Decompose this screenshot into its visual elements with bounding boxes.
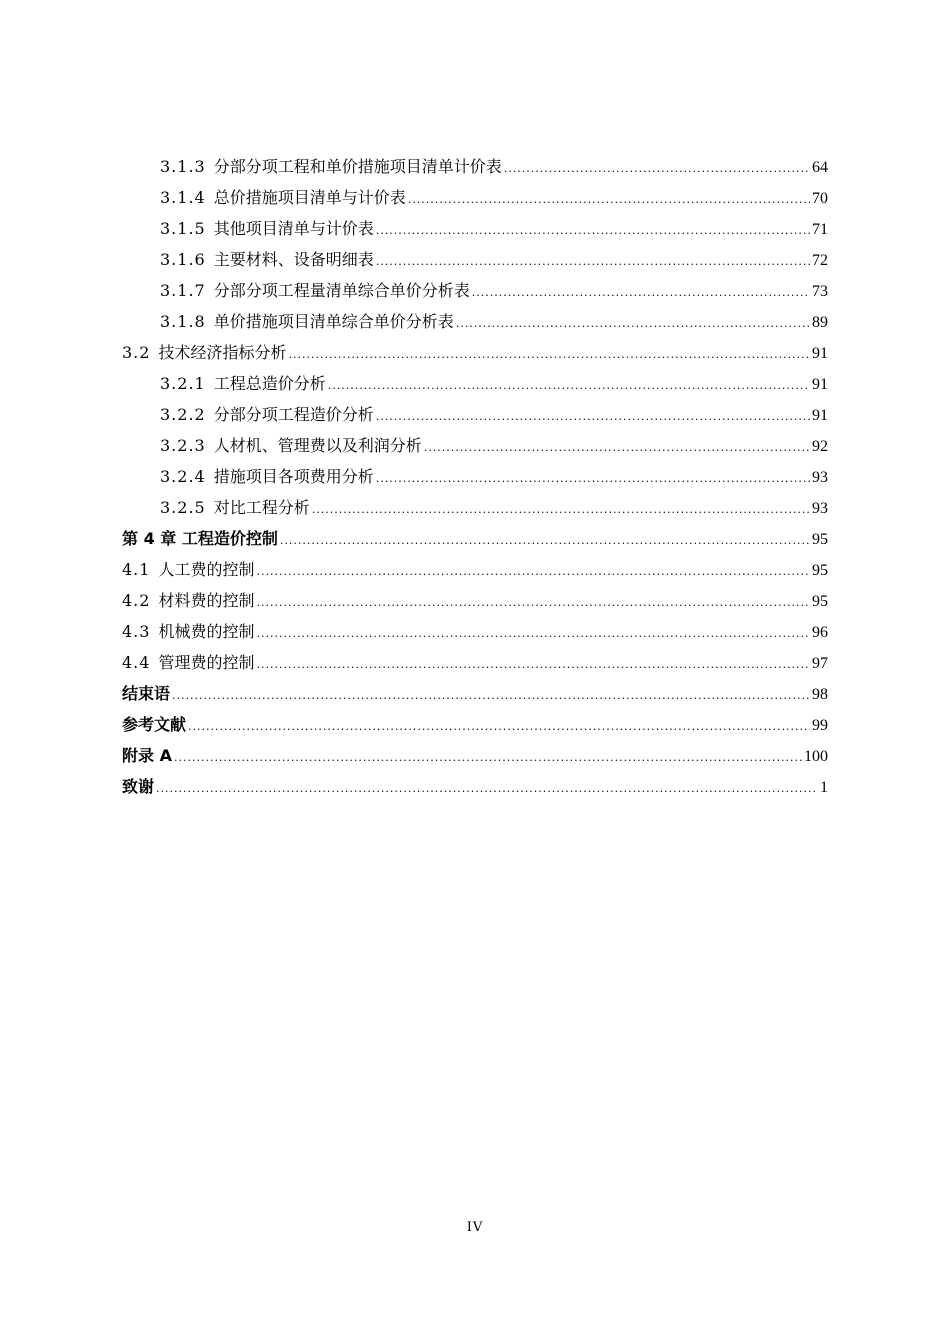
toc-entry-page: 72 bbox=[812, 252, 828, 269]
toc-entry-title: 措施项目各项费用分析 bbox=[213, 467, 374, 486]
toc-leader-dots bbox=[376, 463, 810, 494]
toc-entry-title: 总价措施项目清单与计价表 bbox=[213, 188, 406, 207]
toc-entry-title: 参考文献 bbox=[122, 715, 187, 734]
toc-entry[interactable] bbox=[122, 399, 828, 430]
toc-entry-number: 4.4 bbox=[122, 653, 151, 672]
toc-leader-dots bbox=[504, 153, 810, 184]
toc-entry-number: 3.1.8 bbox=[160, 312, 206, 331]
toc-entry-page: 91 bbox=[812, 345, 828, 362]
toc-entry-number: 3.1.4 bbox=[160, 188, 206, 207]
toc-entry-number: 4.1 bbox=[122, 560, 151, 579]
toc-leader-dots bbox=[156, 773, 818, 804]
toc-entry-page: 92 bbox=[812, 438, 828, 455]
toc-entry[interactable] bbox=[122, 647, 828, 678]
toc-leader-dots bbox=[256, 618, 810, 649]
toc-entry-title: 其他项目清单与计价表 bbox=[213, 219, 374, 238]
toc-entry[interactable] bbox=[122, 616, 828, 647]
table-of-contents bbox=[122, 151, 828, 802]
toc-entry[interactable] bbox=[122, 151, 828, 182]
toc-entry-title: 主要材料、设备明细表 bbox=[213, 250, 374, 269]
toc-entry[interactable] bbox=[122, 368, 828, 399]
toc-entry-page: 70 bbox=[812, 190, 828, 207]
toc-entry-number: 3.2 bbox=[122, 343, 151, 362]
toc-entry[interactable] bbox=[122, 678, 828, 709]
toc-entry-page: 91 bbox=[812, 407, 828, 424]
toc-entry[interactable] bbox=[122, 492, 828, 523]
toc-entry-page: 99 bbox=[812, 717, 828, 734]
toc-entry-number: 4.3 bbox=[122, 622, 151, 641]
toc-entry-number: 3.2.2 bbox=[160, 405, 206, 424]
toc-entry[interactable] bbox=[122, 275, 828, 306]
toc-entry[interactable] bbox=[122, 337, 828, 368]
toc-entry-page: 89 bbox=[812, 314, 828, 331]
toc-leader-dots bbox=[376, 401, 810, 432]
toc-entry-page: 100 bbox=[804, 748, 828, 765]
toc-entry-page: 95 bbox=[812, 562, 828, 579]
toc-entry-number: 3.1.5 bbox=[160, 219, 206, 238]
toc-entry-page: 93 bbox=[812, 500, 828, 517]
toc-leader-dots bbox=[288, 339, 810, 370]
toc-leader-dots bbox=[188, 711, 810, 742]
toc-leader-dots bbox=[256, 587, 810, 618]
toc-entry-title: 技术经济指标分析 bbox=[158, 343, 287, 362]
toc-entry-title: 机械费的控制 bbox=[158, 622, 255, 641]
toc-leader-dots bbox=[456, 308, 810, 339]
toc-entry-page: 98 bbox=[812, 686, 828, 703]
toc-entry-page: 64 bbox=[812, 159, 828, 176]
toc-entry-number: 3.2.5 bbox=[160, 498, 206, 517]
toc-entry-page: 95 bbox=[812, 593, 828, 610]
toc-entry-title: 对比工程分析 bbox=[213, 498, 310, 517]
toc-entry-page: 96 bbox=[812, 624, 828, 641]
toc-entry[interactable] bbox=[122, 585, 828, 616]
toc-leader-dots bbox=[280, 525, 810, 556]
toc-entry[interactable] bbox=[122, 244, 828, 275]
toc-entry-title: 分部分项工程量清单综合单价分析表 bbox=[213, 281, 470, 300]
toc-leader-dots bbox=[328, 370, 810, 401]
toc-entry[interactable] bbox=[122, 740, 828, 771]
toc-leader-dots bbox=[376, 246, 810, 277]
toc-entry[interactable] bbox=[122, 554, 828, 585]
toc-entry-page: 97 bbox=[812, 655, 828, 672]
toc-entry-page: 91 bbox=[812, 376, 828, 393]
toc-entry-title: 材料费的控制 bbox=[158, 591, 255, 610]
toc-entry-title: 结束语 bbox=[122, 684, 171, 703]
toc-entry[interactable] bbox=[122, 306, 828, 337]
toc-entry[interactable] bbox=[122, 709, 828, 740]
toc-leader-dots bbox=[376, 215, 810, 246]
toc-entry-page: 73 bbox=[812, 283, 828, 300]
toc-entry-page: 1 bbox=[820, 779, 828, 796]
toc-entry-title: 管理费的控制 bbox=[158, 653, 255, 672]
page-number: IV bbox=[466, 1220, 484, 1235]
toc-entry[interactable] bbox=[122, 213, 828, 244]
toc-entry-title: 致谢 bbox=[122, 777, 155, 796]
toc-entry-title: 附录 A bbox=[122, 746, 172, 765]
toc-leader-dots bbox=[256, 556, 810, 587]
toc-entry[interactable] bbox=[122, 430, 828, 461]
toc-entry-title: 工程总造价分析 bbox=[213, 374, 326, 393]
toc-entry-title: 人材机、管理费以及利润分析 bbox=[213, 436, 422, 455]
toc-leader-dots bbox=[472, 277, 810, 308]
toc-entry-number: 3.1.3 bbox=[160, 157, 206, 176]
toc-entry-number: 3.2.4 bbox=[160, 467, 206, 486]
toc-entry[interactable] bbox=[122, 182, 828, 213]
toc-leader-dots bbox=[408, 184, 810, 215]
toc-leader-dots bbox=[174, 742, 802, 773]
toc-entry[interactable] bbox=[122, 461, 828, 492]
toc-leader-dots bbox=[312, 494, 810, 525]
toc-entry-page: 93 bbox=[812, 469, 828, 486]
toc-entry-number: 3.2.1 bbox=[160, 374, 206, 393]
toc-leader-dots bbox=[256, 649, 810, 680]
toc-entry-title: 分部分项工程和单价措施项目清单计价表 bbox=[213, 157, 502, 176]
toc-entry-number: 3.1.7 bbox=[160, 281, 206, 300]
toc-entry-title: 单价措施项目清单综合单价分析表 bbox=[213, 312, 454, 331]
toc-entry-number: 3.1.6 bbox=[160, 250, 206, 269]
toc-entry-page: 71 bbox=[812, 221, 828, 238]
toc-entry-page: 95 bbox=[812, 531, 828, 548]
toc-entry[interactable] bbox=[122, 771, 828, 802]
toc-entry-number: 3.2.3 bbox=[160, 436, 206, 455]
toc-leader-dots bbox=[424, 432, 810, 463]
toc-leader-dots bbox=[172, 680, 810, 711]
toc-entry[interactable] bbox=[122, 523, 828, 554]
toc-entry-title: 第 4 章 工程造价控制 bbox=[122, 529, 278, 548]
toc-entry-title: 分部分项工程造价分析 bbox=[213, 405, 374, 424]
toc-entry-number: 4.2 bbox=[122, 591, 151, 610]
toc-entry-title: 人工费的控制 bbox=[158, 560, 255, 579]
